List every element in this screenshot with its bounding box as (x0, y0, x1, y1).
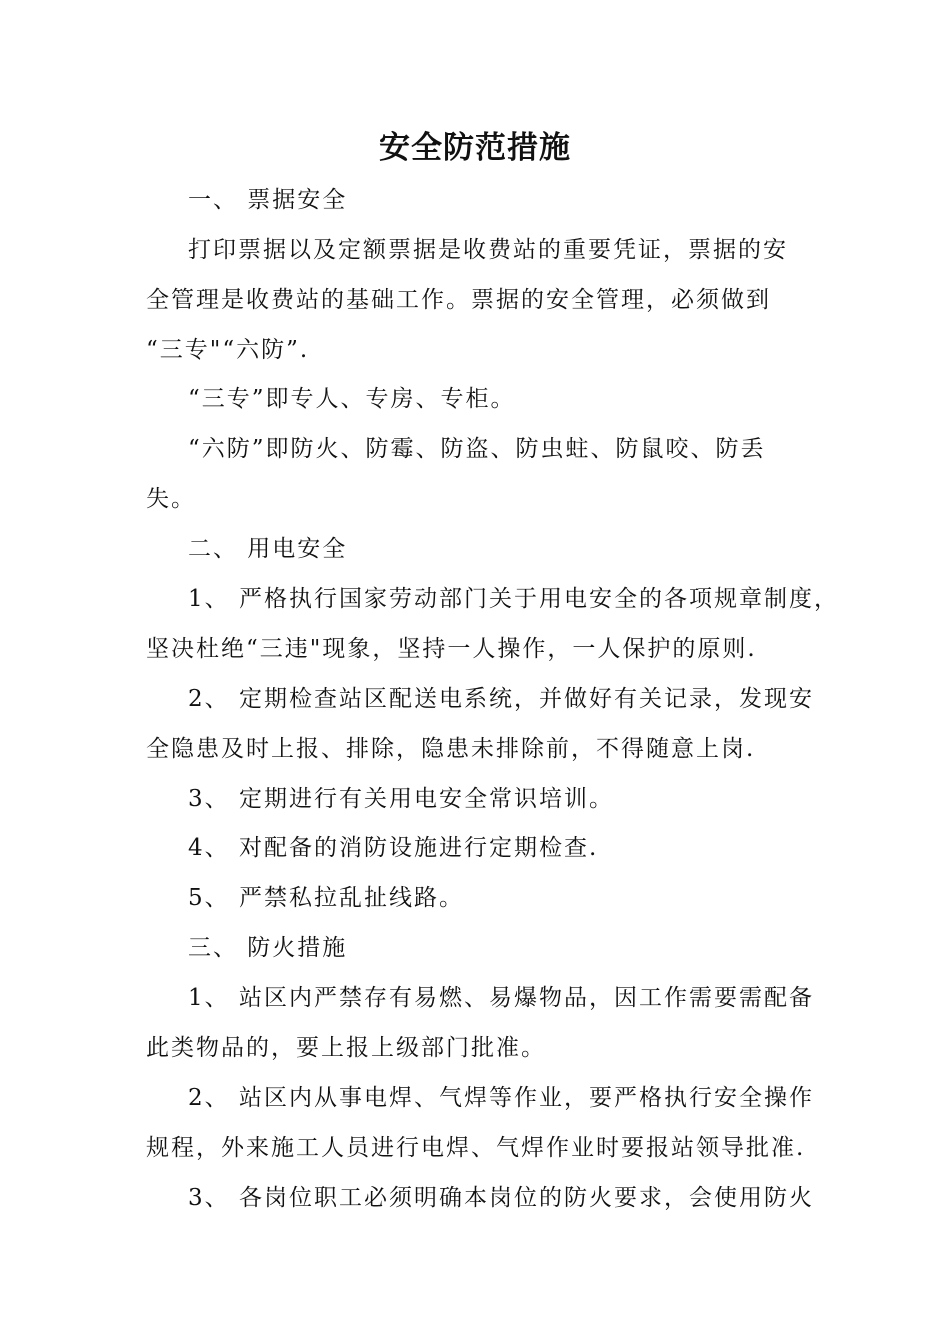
paragraph-line: 打印票据以及定额票据是收费站的重要凭证，票据的安 (188, 237, 788, 263)
paragraph-line: 规程，外来施工人员进行电焊、气焊作业时要报站领导批准. (146, 1135, 806, 1161)
paragraph-line: 4、 对配备的消防设施进行定期检查. (188, 835, 599, 861)
paragraph-line: 2、 站区内从事电焊、气焊等作业，要严格执行安全操作 (188, 1085, 814, 1111)
section-heading-2: 二、 用电安全 (188, 536, 348, 562)
paragraph-line: “三专"“六防”. (146, 337, 310, 363)
paragraph-line: 坚决杜绝“三违"现象，坚持一人操作，一人保护的原则. (146, 636, 757, 662)
paragraph-line: 3、 定期进行有关用电安全常识培训。 (188, 786, 614, 812)
paragraph-line: 5、 严禁私拉乱扯线路。 (188, 885, 464, 911)
paragraph-line: 全隐患及时上报、排除，隐患未排除前，不得随意上岗. (146, 736, 756, 762)
paragraph-line: “六防”即防火、防霉、防盗、防虫蛀、防鼠咬、防丢 (188, 436, 766, 462)
document-title: 安全防范措施 (379, 130, 571, 166)
paragraph-line: 3、 各岗位职工必须明确本岗位的防火要求，会使用防火 (188, 1185, 814, 1211)
paragraph-line: 1、 严格执行国家劳动部门关于用电安全的各项规章制度， (188, 586, 839, 612)
paragraph-line: 失。 (146, 486, 196, 512)
section-heading-3: 三、 防火措施 (188, 935, 348, 961)
paragraph-line: 全管理是收费站的基础工作。票据的安全管理，必须做到 (146, 287, 771, 313)
paragraph-line: 1、 站区内严禁存有易燃、易爆物品，因工作需要需配备 (188, 985, 814, 1011)
section-heading-1: 一、 票据安全 (188, 187, 348, 213)
paragraph-line: “三专”即专人、专房、专柜。 (188, 386, 516, 412)
paragraph-line: 2、 定期检查站区配送电系统，并做好有关记录，发现安 (188, 686, 814, 712)
paragraph-line: 此类物品的，要上报上级部门批准。 (146, 1035, 546, 1061)
